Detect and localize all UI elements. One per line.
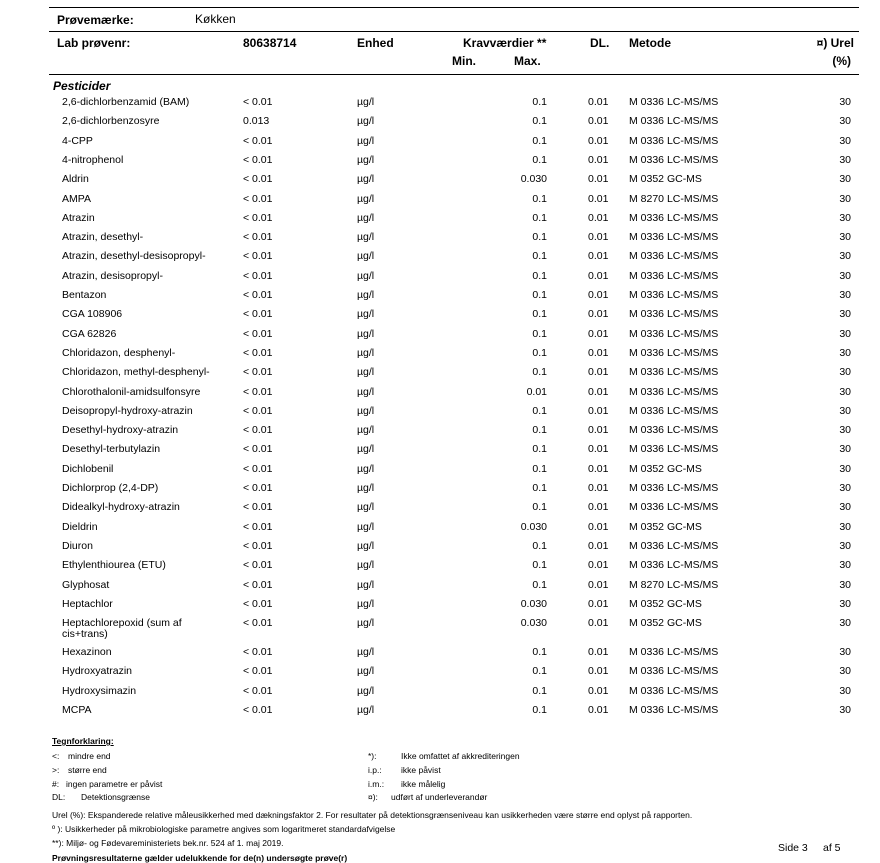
table-row bbox=[0, 96, 880, 115]
unit: µg/l bbox=[357, 173, 375, 186]
col-urel-header: ¤) Urel bbox=[816, 36, 854, 50]
max-limit: 0.1 bbox=[532, 308, 547, 321]
result-value: < 0.01 bbox=[243, 539, 273, 552]
urel: 30 bbox=[839, 173, 851, 186]
method: M 0336 LC-MS/MS bbox=[629, 501, 719, 514]
analyte-name: Didealkyl-hydroxy-atrazin bbox=[62, 501, 180, 514]
table-row bbox=[0, 501, 880, 520]
legend-text: mindre end bbox=[68, 751, 111, 761]
result-value: < 0.01 bbox=[243, 646, 273, 659]
unit: µg/l bbox=[357, 192, 375, 205]
method: M 0336 LC-MS/MS bbox=[629, 539, 719, 552]
result-value: < 0.01 bbox=[243, 520, 273, 533]
max-limit: 0.030 bbox=[520, 173, 547, 186]
method: M 0336 LC-MS/MS bbox=[629, 704, 719, 716]
detection-limit: 0.01 bbox=[588, 501, 609, 514]
col-max-header: Max. bbox=[514, 54, 541, 68]
method: M 0336 LC-MS/MS bbox=[629, 482, 719, 494]
result-value: < 0.01 bbox=[243, 617, 273, 630]
legend-title: Tegnforklaring: bbox=[52, 736, 114, 746]
analyte-name: Chloridazon, desphenyl- bbox=[62, 346, 176, 359]
method: M 0352 GC-MS bbox=[629, 597, 702, 610]
result-value: < 0.01 bbox=[243, 96, 273, 108]
method: M 0336 LC-MS/MS bbox=[629, 269, 719, 282]
unit: µg/l bbox=[357, 250, 375, 263]
result-value: < 0.01 bbox=[243, 443, 273, 456]
section-title: Pesticider bbox=[53, 79, 111, 93]
urel: 30 bbox=[839, 665, 851, 678]
table-row bbox=[0, 559, 880, 578]
analyte-name: Chlorothalonil-amidsulfonsyre bbox=[62, 385, 201, 398]
unit: µg/l bbox=[357, 96, 375, 108]
unit: µg/l bbox=[357, 482, 375, 494]
unit: µg/l bbox=[357, 578, 375, 591]
analyte-name: Ethylenthiourea (ETU) bbox=[62, 559, 166, 572]
legend-sym: i.m.: bbox=[368, 779, 385, 789]
col-urel-unit: (%) bbox=[832, 54, 851, 68]
result-value: < 0.01 bbox=[243, 211, 273, 224]
table-row bbox=[0, 665, 880, 684]
urel: 30 bbox=[839, 578, 851, 591]
max-limit: 0.1 bbox=[532, 684, 547, 697]
urel: 30 bbox=[839, 482, 851, 494]
unit: µg/l bbox=[357, 539, 375, 552]
method: M 0336 LC-MS/MS bbox=[629, 308, 719, 321]
result-value: < 0.01 bbox=[243, 597, 273, 610]
max-limit: 0.1 bbox=[532, 192, 547, 205]
legend-sym: i.p.: bbox=[368, 765, 382, 775]
table-row bbox=[0, 598, 880, 617]
analyte-name: Heptachlor bbox=[62, 597, 113, 610]
table-row bbox=[0, 212, 880, 231]
detection-limit: 0.01 bbox=[588, 231, 609, 244]
method: M 0352 GC-MS bbox=[629, 520, 702, 533]
method: M 0336 LC-MS/MS bbox=[629, 443, 719, 456]
unit: µg/l bbox=[357, 327, 375, 340]
urel: 30 bbox=[839, 269, 851, 282]
method: M 0336 LC-MS/MS bbox=[629, 250, 719, 263]
detection-limit: 0.01 bbox=[588, 617, 609, 630]
urel: 30 bbox=[839, 327, 851, 340]
detection-limit: 0.01 bbox=[588, 559, 609, 572]
unit: µg/l bbox=[357, 308, 375, 321]
table-row bbox=[0, 231, 880, 250]
urel: 30 bbox=[839, 684, 851, 697]
max-limit: 0.1 bbox=[532, 250, 547, 263]
detection-limit: 0.01 bbox=[588, 115, 609, 128]
max-limit: 0.1 bbox=[532, 115, 547, 128]
urel: 30 bbox=[839, 366, 851, 379]
legend-sym: <: bbox=[52, 751, 60, 761]
page-total: af 5 bbox=[823, 842, 841, 854]
analyte-name: CGA 108906 bbox=[62, 308, 123, 321]
result-value: < 0.01 bbox=[243, 153, 273, 166]
method: M 0336 LC-MS/MS bbox=[629, 646, 719, 659]
method: M 0336 LC-MS/MS bbox=[629, 327, 719, 340]
urel: 30 bbox=[839, 617, 851, 630]
max-limit: 0.1 bbox=[532, 578, 547, 591]
unit: µg/l bbox=[357, 665, 375, 678]
table-row bbox=[0, 443, 880, 462]
result-value: < 0.01 bbox=[243, 404, 273, 417]
detection-limit: 0.01 bbox=[588, 134, 609, 147]
table-row bbox=[0, 366, 880, 385]
result-value: < 0.01 bbox=[243, 501, 273, 514]
note-urel: Urel (%): Ekspanderede relative måleusikkerhed med dækningsfaktor 2. For resultater på detektionsgrænseniveau kan usikkerheden være større end oplyst på rapporten. bbox=[52, 810, 693, 820]
table-row bbox=[0, 135, 880, 154]
max-limit: 0.1 bbox=[532, 443, 547, 456]
analyte-name: Dichlorprop (2,4-DP) bbox=[62, 482, 159, 494]
method: M 0336 LC-MS/MS bbox=[629, 385, 719, 398]
max-limit: 0.01 bbox=[526, 385, 547, 398]
urel: 30 bbox=[839, 346, 851, 359]
urel: 30 bbox=[839, 211, 851, 224]
max-limit: 0.1 bbox=[532, 289, 547, 301]
result-value: < 0.01 bbox=[243, 134, 273, 147]
max-limit: 0.1 bbox=[532, 424, 547, 437]
header-rule bbox=[49, 74, 859, 75]
detection-limit: 0.01 bbox=[588, 366, 609, 379]
legend-sym: >: bbox=[52, 765, 60, 775]
col-unit-header: Enhed bbox=[357, 36, 394, 50]
unit: µg/l bbox=[357, 443, 375, 456]
urel: 30 bbox=[839, 134, 851, 147]
table-row bbox=[0, 154, 880, 173]
method: M 8270 LC-MS/MS bbox=[629, 578, 719, 591]
analyte-name: Atrazin, desethyl-desisopropyl- bbox=[62, 250, 206, 263]
urel: 30 bbox=[839, 153, 851, 166]
unit: µg/l bbox=[357, 385, 375, 398]
note-bek: **): Miljø- og Fødevareministeriets bek.nr. 524 af 1. maj 2019. bbox=[52, 838, 284, 848]
max-limit: 0.1 bbox=[532, 231, 547, 244]
analyte-name: Dichlobenil bbox=[62, 462, 114, 475]
detection-limit: 0.01 bbox=[588, 192, 609, 205]
analyte-name: Atrazin bbox=[62, 211, 95, 224]
detection-limit: 0.01 bbox=[588, 153, 609, 166]
max-limit: 0.1 bbox=[532, 346, 547, 359]
unit: µg/l bbox=[357, 115, 375, 128]
analyte-name: Heptachlorepoxid (sum af bbox=[62, 617, 182, 630]
table-row bbox=[0, 685, 880, 704]
analyte-name: Chloridazon, methyl-desphenyl- bbox=[62, 366, 210, 379]
method: M 0336 LC-MS/MS bbox=[629, 559, 719, 572]
table-row bbox=[0, 115, 880, 134]
analyte-name: Desethyl-hydroxy-atrazin bbox=[62, 424, 179, 437]
analyte-name: Diuron bbox=[62, 539, 93, 552]
method: M 0336 LC-MS/MS bbox=[629, 153, 719, 166]
urel: 30 bbox=[839, 250, 851, 263]
result-value: < 0.01 bbox=[243, 684, 273, 697]
max-limit: 0.1 bbox=[532, 327, 547, 340]
detection-limit: 0.01 bbox=[588, 443, 609, 456]
max-limit: 0.1 bbox=[532, 153, 547, 166]
table-row bbox=[0, 579, 880, 598]
page-number: Side 3 bbox=[778, 842, 808, 854]
unit: µg/l bbox=[357, 646, 375, 659]
legend-text: Ikke omfattet af akkrediteringen bbox=[401, 751, 520, 761]
urel: 30 bbox=[839, 520, 851, 533]
analyte-name: 4-CPP bbox=[62, 134, 93, 147]
col-dl-header: DL. bbox=[590, 36, 610, 50]
unit: µg/l bbox=[357, 462, 375, 475]
detection-limit: 0.01 bbox=[588, 646, 609, 659]
detection-limit: 0.01 bbox=[588, 520, 609, 533]
urel: 30 bbox=[839, 501, 851, 514]
table-row bbox=[0, 386, 880, 405]
method: M 8270 LC-MS/MS bbox=[629, 192, 719, 205]
table-row bbox=[0, 270, 880, 289]
unit: µg/l bbox=[357, 501, 375, 514]
max-limit: 0.1 bbox=[532, 665, 547, 678]
result-value: < 0.01 bbox=[243, 704, 273, 716]
method: M 0352 GC-MS bbox=[629, 173, 702, 186]
detection-limit: 0.01 bbox=[588, 684, 609, 697]
unit: µg/l bbox=[357, 424, 375, 437]
table-row bbox=[0, 617, 880, 641]
detection-limit: 0.01 bbox=[588, 462, 609, 475]
result-value: < 0.01 bbox=[243, 308, 273, 321]
result-value: < 0.01 bbox=[243, 346, 273, 359]
legend-text: ingen parametre er påvist bbox=[66, 779, 163, 789]
max-limit: 0.1 bbox=[532, 366, 547, 379]
detection-limit: 0.01 bbox=[588, 482, 609, 494]
unit: µg/l bbox=[357, 231, 375, 244]
method: M 0352 GC-MS bbox=[629, 617, 702, 630]
table-row bbox=[0, 328, 880, 347]
analyte-name: Desethyl-terbutylazin bbox=[62, 443, 161, 456]
method: M 0336 LC-MS/MS bbox=[629, 404, 719, 417]
legend-sym: ¤): bbox=[368, 792, 378, 802]
result-value: < 0.01 bbox=[243, 269, 273, 282]
urel: 30 bbox=[839, 231, 851, 244]
unit: µg/l bbox=[357, 404, 375, 417]
urel: 30 bbox=[839, 289, 851, 301]
detection-limit: 0.01 bbox=[588, 269, 609, 282]
urel: 30 bbox=[839, 462, 851, 475]
table-row bbox=[0, 193, 880, 212]
unit: µg/l bbox=[357, 134, 375, 147]
method: M 0336 LC-MS/MS bbox=[629, 289, 719, 301]
max-limit: 0.1 bbox=[532, 134, 547, 147]
method: M 0336 LC-MS/MS bbox=[629, 134, 719, 147]
detection-limit: 0.01 bbox=[588, 289, 609, 301]
legend-text: ikke påvist bbox=[401, 765, 441, 775]
max-limit: 0.1 bbox=[532, 404, 547, 417]
detection-limit: 0.01 bbox=[588, 211, 609, 224]
detection-limit: 0.01 bbox=[588, 597, 609, 610]
detection-limit: 0.01 bbox=[588, 578, 609, 591]
note-validity: Prøvningsresultaterne gælder udelukkende for de(n) undersøgte prøve(r) bbox=[52, 853, 348, 863]
unit: µg/l bbox=[357, 520, 375, 533]
method: M 0336 LC-MS/MS bbox=[629, 231, 719, 244]
urel: 30 bbox=[839, 308, 851, 321]
table-row bbox=[0, 173, 880, 192]
result-value: < 0.01 bbox=[243, 385, 273, 398]
unit: µg/l bbox=[357, 704, 375, 716]
urel: 30 bbox=[839, 385, 851, 398]
unit: µg/l bbox=[357, 366, 375, 379]
result-value: < 0.01 bbox=[243, 424, 273, 437]
result-value: < 0.01 bbox=[243, 462, 273, 475]
col-lab-header: Lab prøvenr: bbox=[57, 36, 131, 50]
detection-limit: 0.01 bbox=[588, 704, 609, 716]
sample-rule bbox=[49, 31, 859, 32]
legend-sym: DL: bbox=[52, 792, 66, 802]
col-req-header: Kravværdier ** bbox=[463, 36, 547, 50]
unit: µg/l bbox=[357, 597, 375, 610]
detection-limit: 0.01 bbox=[588, 96, 609, 108]
max-limit: 0.1 bbox=[532, 646, 547, 659]
legend-text: udført af underleverandør bbox=[391, 792, 488, 802]
result-value: < 0.01 bbox=[243, 559, 273, 572]
legend-text: Detektionsgrænse bbox=[81, 792, 150, 802]
col-lab-number: 80638714 bbox=[243, 36, 297, 50]
method: M 0336 LC-MS/MS bbox=[629, 366, 719, 379]
detection-limit: 0.01 bbox=[588, 250, 609, 263]
table-row bbox=[0, 704, 880, 723]
max-limit: 0.1 bbox=[532, 704, 547, 716]
analyte-name: 2,6-dichlorbenzamid (BAM) bbox=[62, 96, 190, 108]
result-value: < 0.01 bbox=[243, 578, 273, 591]
table-row bbox=[0, 482, 880, 501]
urel: 30 bbox=[839, 424, 851, 437]
result-value: < 0.01 bbox=[243, 289, 273, 301]
result-value: < 0.01 bbox=[243, 250, 273, 263]
analyte-name: Aldrin bbox=[62, 173, 89, 186]
analyte-name: 2,6-dichlorbenzosyre bbox=[62, 115, 160, 128]
urel: 30 bbox=[839, 96, 851, 108]
detection-limit: 0.01 bbox=[588, 424, 609, 437]
analyte-name: Hydroxyatrazin bbox=[62, 665, 133, 678]
analyte-name: 4-nitrophenol bbox=[62, 153, 124, 166]
unit: µg/l bbox=[357, 289, 375, 301]
urel: 30 bbox=[839, 704, 851, 716]
analyte-name: Hexazinon bbox=[62, 646, 112, 659]
result-value: 0.013 bbox=[243, 115, 270, 128]
result-value: < 0.01 bbox=[243, 231, 273, 244]
detection-limit: 0.01 bbox=[588, 665, 609, 678]
method: M 0336 LC-MS/MS bbox=[629, 115, 719, 128]
urel: 30 bbox=[839, 539, 851, 552]
unit: µg/l bbox=[357, 269, 375, 282]
method: M 0336 LC-MS/MS bbox=[629, 211, 719, 224]
max-limit: 0.1 bbox=[532, 269, 547, 282]
table-row bbox=[0, 250, 880, 269]
analyte-name: MCPA bbox=[62, 704, 92, 716]
legend-sym: #: bbox=[52, 779, 60, 789]
detection-limit: 0.01 bbox=[588, 327, 609, 340]
urel: 30 bbox=[839, 443, 851, 456]
max-limit: 0.1 bbox=[532, 501, 547, 514]
method: M 0336 LC-MS/MS bbox=[629, 96, 719, 108]
method: M 0352 GC-MS bbox=[629, 462, 702, 475]
note-micro: º ): Usikkerheder på mikrobiologiske parametre angives som logaritmeret standardafvigelse bbox=[52, 824, 396, 834]
detection-limit: 0.01 bbox=[588, 173, 609, 186]
result-value: < 0.01 bbox=[243, 327, 273, 340]
max-limit: 0.1 bbox=[532, 211, 547, 224]
col-method-header: Metode bbox=[629, 36, 671, 50]
table-row bbox=[0, 463, 880, 482]
analyte-name: CGA 62826 bbox=[62, 327, 117, 340]
sample-value: Køkken bbox=[195, 12, 236, 26]
result-value: < 0.01 bbox=[243, 192, 273, 205]
max-limit: 0.1 bbox=[532, 482, 547, 494]
urel: 30 bbox=[839, 115, 851, 128]
method: M 0336 LC-MS/MS bbox=[629, 424, 719, 437]
table-row bbox=[0, 540, 880, 559]
urel: 30 bbox=[839, 559, 851, 572]
analyte-name: Hydroxysimazin bbox=[62, 684, 137, 697]
max-limit: 0.1 bbox=[532, 559, 547, 572]
unit: µg/l bbox=[357, 559, 375, 572]
legend-text: større end bbox=[68, 765, 107, 775]
result-value: < 0.01 bbox=[243, 366, 273, 379]
method: M 0336 LC-MS/MS bbox=[629, 346, 719, 359]
table-row bbox=[0, 646, 880, 665]
table-row bbox=[0, 521, 880, 540]
analyte-name: Glyphosat bbox=[62, 578, 110, 591]
unit: µg/l bbox=[357, 617, 375, 630]
urel: 30 bbox=[839, 646, 851, 659]
table-row bbox=[0, 289, 880, 308]
legend-sym: *): bbox=[368, 751, 377, 761]
detection-limit: 0.01 bbox=[588, 539, 609, 552]
analyte-name: Deisopropyl-hydroxy-atrazin bbox=[62, 404, 193, 417]
table-row bbox=[0, 424, 880, 443]
analyte-name-cont: cis+trans) bbox=[62, 628, 108, 641]
max-limit: 0.030 bbox=[520, 597, 547, 610]
result-value: < 0.01 bbox=[243, 665, 273, 678]
max-limit: 0.1 bbox=[532, 539, 547, 552]
detection-limit: 0.01 bbox=[588, 308, 609, 321]
max-limit: 0.030 bbox=[520, 617, 547, 630]
table-row bbox=[0, 347, 880, 366]
analyte-name: AMPA bbox=[62, 192, 91, 205]
max-limit: 0.030 bbox=[520, 520, 547, 533]
max-limit: 0.1 bbox=[532, 96, 547, 108]
result-value: < 0.01 bbox=[243, 173, 273, 186]
top-rule bbox=[49, 7, 859, 8]
result-value: < 0.01 bbox=[243, 482, 273, 494]
unit: µg/l bbox=[357, 153, 375, 166]
unit: µg/l bbox=[357, 346, 375, 359]
analyte-name: Bentazon bbox=[62, 289, 107, 301]
unit: µg/l bbox=[357, 211, 375, 224]
sample-label: Prøvemærke: bbox=[57, 13, 134, 27]
unit: µg/l bbox=[357, 684, 375, 697]
max-limit: 0.1 bbox=[532, 462, 547, 475]
analyte-name: Atrazin, desisopropyl- bbox=[62, 269, 163, 282]
urel: 30 bbox=[839, 597, 851, 610]
urel: 30 bbox=[839, 404, 851, 417]
analyte-name: Atrazin, desethyl- bbox=[62, 231, 144, 244]
urel: 30 bbox=[839, 192, 851, 205]
detection-limit: 0.01 bbox=[588, 385, 609, 398]
col-min-header: Min. bbox=[452, 54, 476, 68]
detection-limit: 0.01 bbox=[588, 346, 609, 359]
detection-limit: 0.01 bbox=[588, 404, 609, 417]
table-row bbox=[0, 405, 880, 424]
legend-text: ikke målelig bbox=[401, 779, 446, 789]
analyte-name: Dieldrin bbox=[62, 520, 98, 533]
method: M 0336 LC-MS/MS bbox=[629, 684, 719, 697]
table-row bbox=[0, 308, 880, 327]
method: M 0336 LC-MS/MS bbox=[629, 665, 719, 678]
